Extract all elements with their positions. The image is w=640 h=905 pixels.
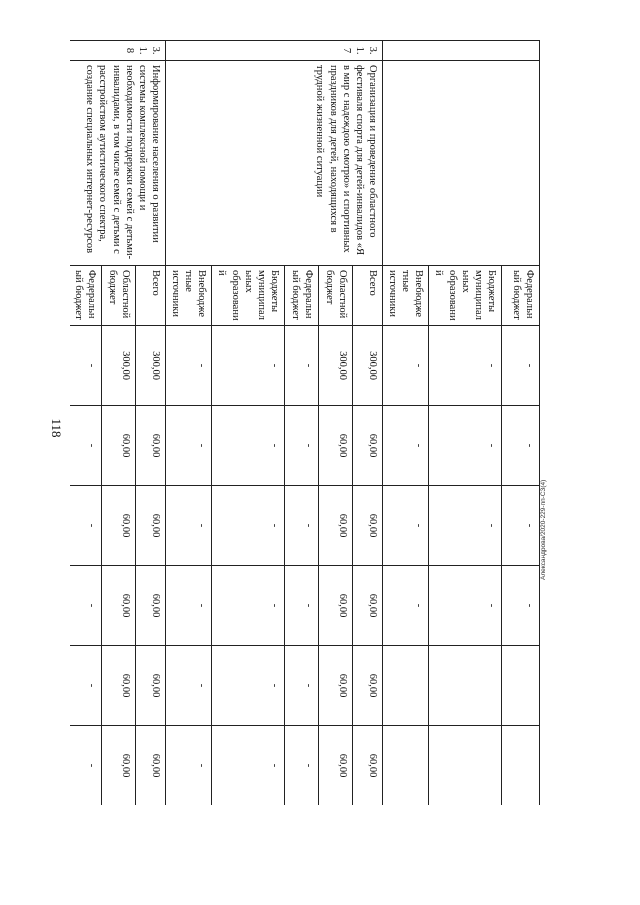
amount-cell: - — [70, 486, 102, 566]
amount-cell: 60,00 — [102, 566, 136, 646]
amount-cell: - — [285, 726, 319, 806]
amount-cell: - — [502, 326, 540, 406]
amount-cell: 300,00 — [102, 326, 136, 406]
amount-cell: - — [212, 326, 285, 406]
amount-cell: - — [166, 726, 212, 806]
amount-cell: - — [502, 486, 540, 566]
amount-cell: 60,00 — [102, 406, 136, 486]
amount-cell — [502, 646, 540, 726]
page-number: 118 — [49, 418, 64, 438]
funding-source-cell: Областной бюджет — [319, 266, 353, 326]
item-number-cell: 3.1.7 — [166, 41, 383, 61]
amount-cell: - — [285, 326, 319, 406]
amount-cell: 300,00 — [319, 326, 353, 406]
amount-cell: 60,00 — [353, 646, 383, 726]
footer-stamp: Александрова/2020-229-пп-СЗ(4) — [540, 479, 547, 580]
amount-cell: - — [166, 406, 212, 486]
amount-cell: - — [212, 486, 285, 566]
amount-cell: 60,00 — [102, 726, 136, 806]
amount-cell: 60,00 — [319, 406, 353, 486]
amount-cell: - — [285, 406, 319, 486]
amount-cell: - — [285, 486, 319, 566]
funding-source-cell: Федеральный бюджет — [285, 266, 319, 326]
amount-cell: - — [502, 406, 540, 486]
funding-source-cell: Внебюджетные источники — [166, 266, 212, 326]
amount-cell — [502, 726, 540, 806]
amount-cell: 60,00 — [136, 646, 166, 726]
amount-cell: - — [429, 566, 502, 646]
amount-cell: 300,00 — [353, 326, 383, 406]
amount-cell: - — [429, 406, 502, 486]
amount-cell — [429, 726, 502, 806]
item-number-cell — [383, 41, 540, 61]
funding-source-cell: Областной бюджет — [102, 266, 136, 326]
funding-source-cell: Внебюджетные источники — [383, 266, 429, 326]
amount-cell: 60,00 — [136, 486, 166, 566]
funding-source-cell: Бюджеты муниципальных образований — [212, 266, 285, 326]
amount-cell: - — [502, 566, 540, 646]
amount-cell: - — [212, 646, 285, 726]
amount-cell — [383, 726, 429, 806]
table-row — [502, 41, 540, 806]
amount-cell: 60,00 — [319, 726, 353, 806]
amount-cell: - — [383, 326, 429, 406]
program-table — [70, 40, 540, 805]
amount-cell: - — [383, 566, 429, 646]
amount-cell: 60,00 — [319, 486, 353, 566]
amount-cell: - — [70, 566, 102, 646]
funding-source-cell: Всего — [353, 266, 383, 326]
amount-cell: - — [285, 566, 319, 646]
amount-cell: 60,00 — [136, 726, 166, 806]
amount-cell: - — [212, 726, 285, 806]
amount-cell: 60,00 — [319, 646, 353, 726]
rotated-table-wrapper — [70, 40, 540, 805]
amount-cell: - — [383, 406, 429, 486]
amount-cell: - — [285, 646, 319, 726]
amount-cell: - — [166, 486, 212, 566]
funding-source-cell: Федеральный бюджет — [502, 266, 540, 326]
funding-source-cell: Всего — [136, 266, 166, 326]
amount-cell: - — [212, 406, 285, 486]
amount-cell: 60,00 — [319, 566, 353, 646]
amount-cell — [429, 646, 502, 726]
item-name-cell: Организация и проведение областного фестиваля спорта для детей-инвалидов «Я в мир с надеждою смотрю» и спортивных праздников для детей, находящихся в трудной жизненной ситуации — [166, 61, 383, 266]
amount-cell: 60,00 — [353, 726, 383, 806]
amount-cell: 60,00 — [136, 566, 166, 646]
amount-cell: - — [429, 486, 502, 566]
amount-cell: 60,00 — [102, 646, 136, 726]
amount-cell: 60,00 — [136, 406, 166, 486]
funding-source-cell: Федеральный бюджет — [70, 266, 102, 326]
amount-cell: - — [166, 326, 212, 406]
amount-cell: - — [212, 566, 285, 646]
amount-cell: - — [70, 326, 102, 406]
item-name-cell — [383, 61, 540, 266]
amount-cell: 60,00 — [353, 566, 383, 646]
amount-cell: 60,00 — [102, 486, 136, 566]
item-number-cell: 3.1.8 — [70, 41, 166, 61]
table-row — [136, 41, 166, 806]
amount-cell: - — [166, 566, 212, 646]
table-sheet — [70, 40, 540, 805]
amount-cell: - — [70, 406, 102, 486]
item-name-cell: Информирование населения о развитии системы комплексной помощи и необходимости поддержки семей с детьми-инвалидами, в том числе семей с детьми с расстройством аутистического спектра, создание специальных интернет-ресурсов — [70, 61, 166, 266]
amount-cell: - — [166, 646, 212, 726]
amount-cell: 300,00 — [136, 326, 166, 406]
funding-source-cell: Бюджеты муниципальных образований — [429, 266, 502, 326]
amount-cell: - — [70, 726, 102, 806]
amount-cell: 60,00 — [353, 486, 383, 566]
amount-cell: 60,00 — [353, 406, 383, 486]
amount-cell — [383, 646, 429, 726]
table-row — [353, 41, 383, 806]
amount-cell: - — [70, 646, 102, 726]
amount-cell: - — [383, 486, 429, 566]
amount-cell: - — [429, 326, 502, 406]
